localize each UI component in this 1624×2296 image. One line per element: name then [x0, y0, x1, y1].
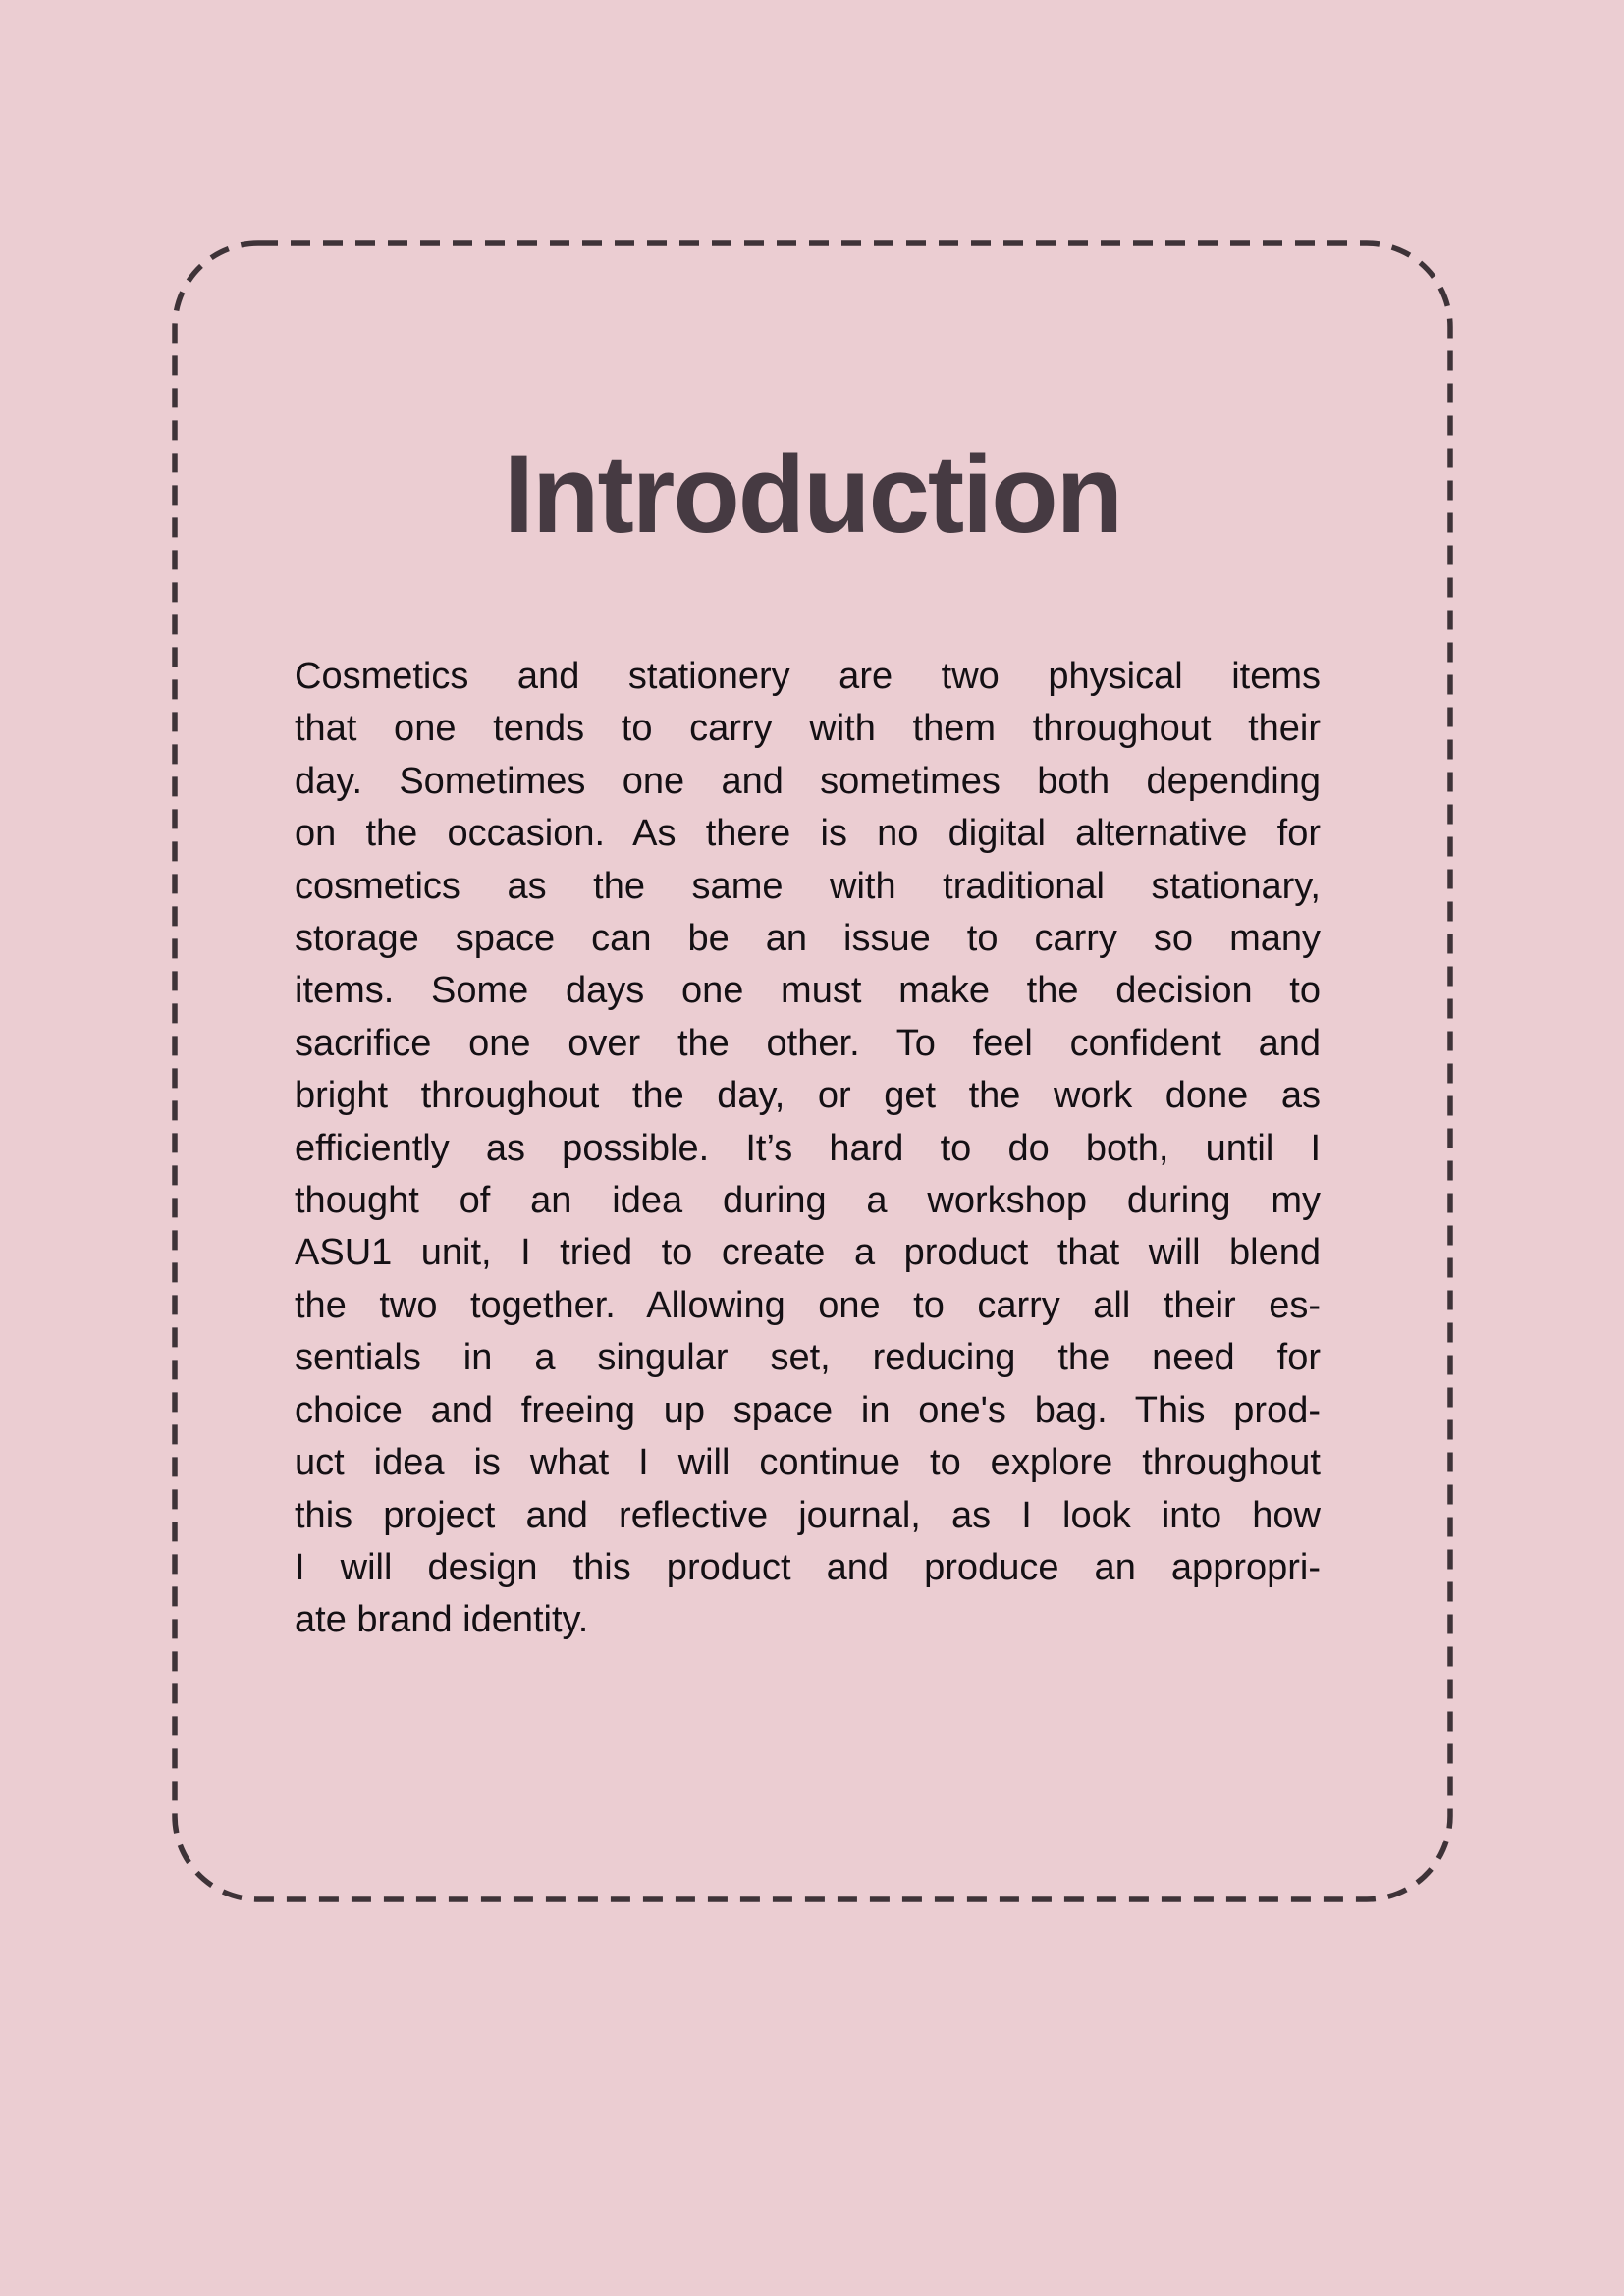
paragraph-line: on the occasion. As there is no digital alternative for — [295, 813, 1321, 855]
paragraph-line: day. Sometimes one and sometimes both depending — [295, 760, 1321, 802]
paragraph-line: sentials in a singular set, reducing the need for — [295, 1337, 1321, 1379]
paragraph-line: cosmetics as the same with traditional stationary, — [295, 865, 1321, 907]
paragraph-line: thought of an idea during a workshop during my — [295, 1180, 1321, 1222]
paragraph-line: I will design this product and produce an appropri- — [295, 1546, 1321, 1588]
paragraph-line: ASU1 unit, I tried to create a product that will blend — [295, 1232, 1321, 1274]
paragraph-line: ate brand identity. — [295, 1599, 589, 1641]
introduction-paragraph — [295, 651, 1321, 1647]
paragraph-line: bright throughout the day, or get the work done as — [295, 1075, 1321, 1117]
page-title: Introduction — [503, 433, 1122, 556]
paragraph-line: items. Some days one must make the decision to — [295, 970, 1321, 1012]
paragraph-line: this project and reflective journal, as I look into how — [295, 1494, 1321, 1536]
paragraph-line: uct idea is what I will continue to explore throughout — [295, 1442, 1321, 1484]
paragraph-line: sacrifice one over the other. To feel confident and — [295, 1022, 1321, 1064]
paragraph-line: the two together. Allowing one to carry all their es- — [295, 1284, 1321, 1326]
paragraph-line: efficiently as possible. It’s hard to do both, until I — [295, 1127, 1321, 1169]
paragraph-line: choice and freeing up space in one's bag. This prod- — [295, 1389, 1321, 1431]
paragraph-line: storage space can be an issue to carry so many — [295, 918, 1321, 960]
paragraph-line: Cosmetics and stationery are two physical items — [295, 656, 1321, 697]
paragraph-line: that one tends to carry with them throughout their — [295, 708, 1321, 750]
